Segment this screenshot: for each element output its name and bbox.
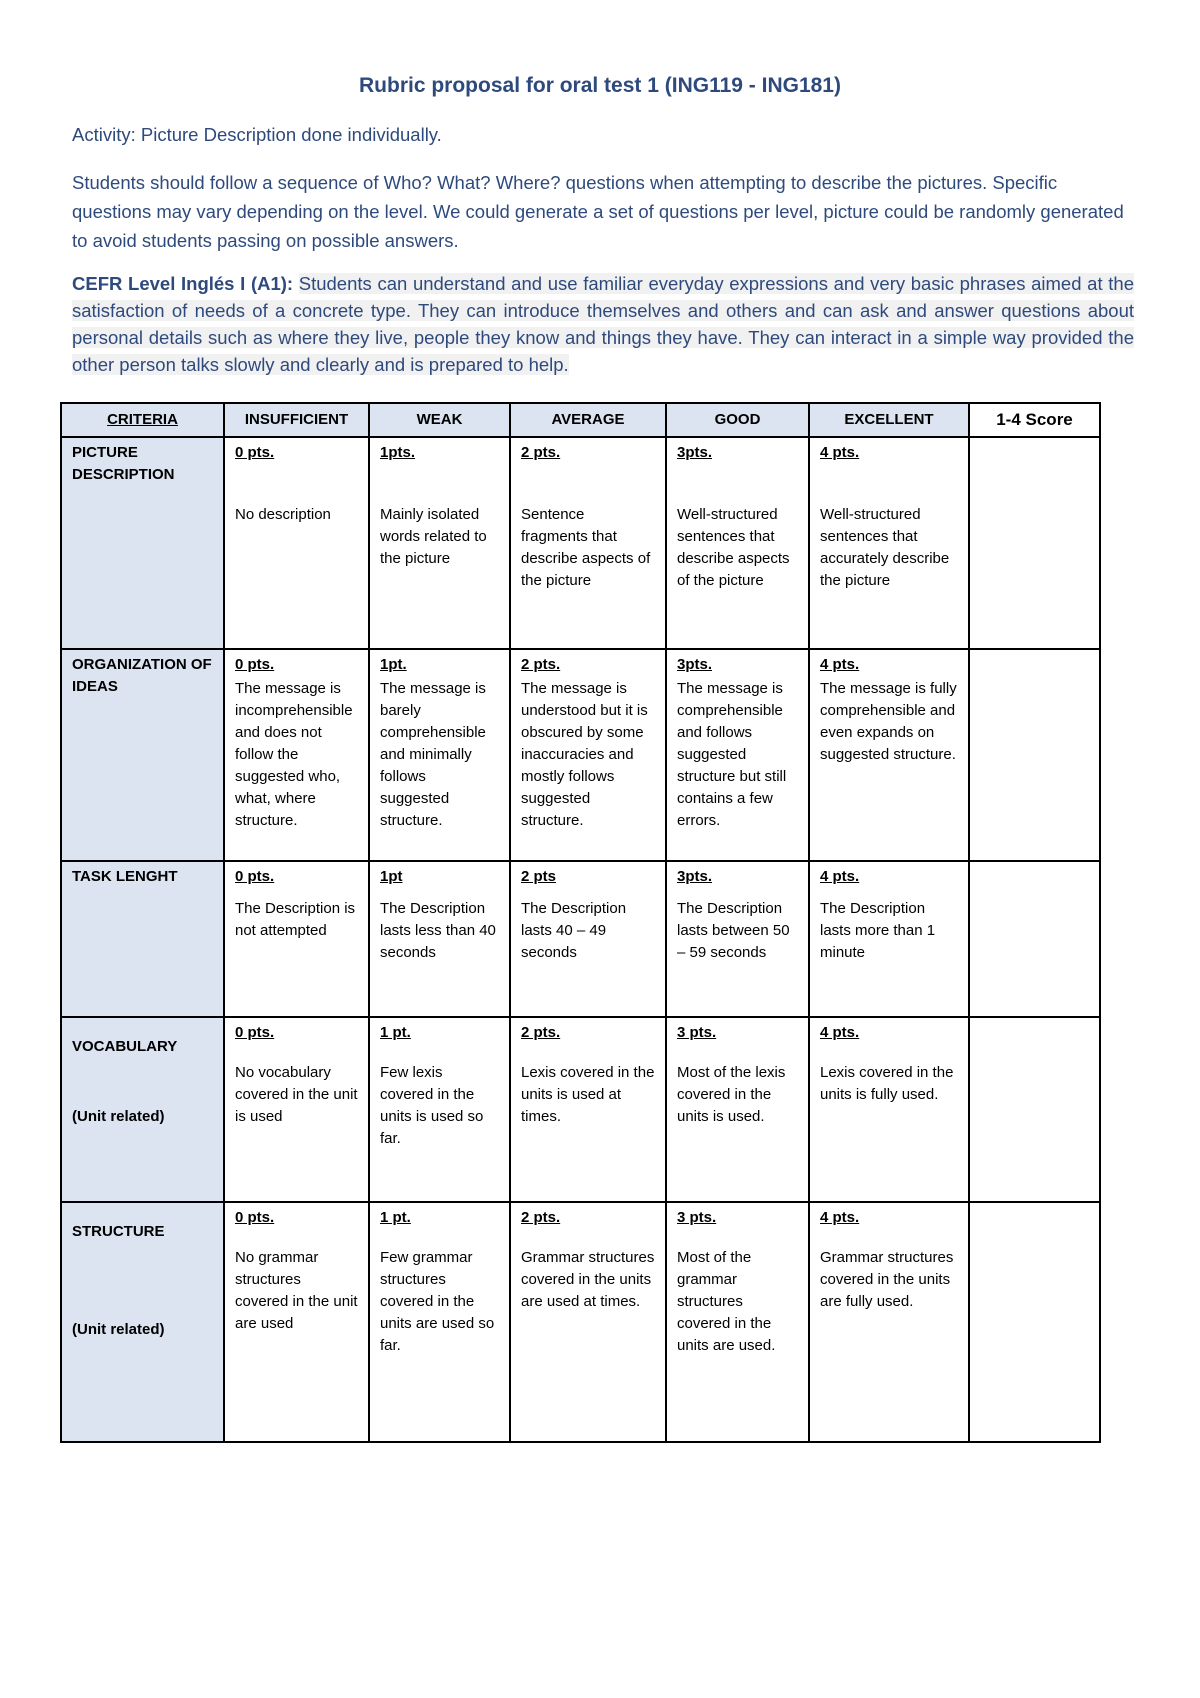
criteria-cell bbox=[61, 649, 224, 861]
header-insufficient: INSUFFICIENT bbox=[224, 403, 369, 437]
rubric-cell bbox=[224, 1017, 369, 1202]
cefr-description bbox=[72, 270, 1134, 378]
rubric-row bbox=[61, 1202, 1100, 1442]
points-label: 1 pt. bbox=[380, 1209, 411, 1226]
criteria-cell bbox=[61, 1202, 224, 1442]
descriptor-text: The Description lasts more than 1 minute bbox=[820, 900, 936, 961]
descriptor-text: The message is incomprehensible and does not follow the suggested who, what, where structure. bbox=[235, 680, 353, 829]
score-cell[interactable] bbox=[969, 437, 1100, 649]
descriptor-text: Grammar structures covered in the units are fully used. bbox=[820, 1249, 954, 1310]
rubric-cell bbox=[666, 649, 809, 861]
descriptor-text: Lexis covered in the units is used at times. bbox=[521, 1064, 655, 1125]
rubric-cell bbox=[369, 861, 510, 1017]
points-label: 3pts. bbox=[677, 656, 713, 673]
header-good: GOOD bbox=[666, 403, 809, 437]
points-label: 0 pts. bbox=[235, 1024, 275, 1041]
rubric-cell bbox=[369, 1202, 510, 1442]
criteria-sublabel: (Unit related) bbox=[72, 1108, 165, 1125]
activity-text: Activity: Picture Description done individually. bbox=[72, 124, 442, 145]
descriptor-text: The Description is not attempted bbox=[235, 900, 356, 939]
points-label: 3 pts. bbox=[677, 1024, 717, 1041]
points-label: 0 pts. bbox=[235, 868, 275, 885]
score-cell[interactable] bbox=[969, 861, 1100, 1017]
score-cell[interactable] bbox=[969, 1017, 1100, 1202]
rubric-cell bbox=[510, 1202, 666, 1442]
points-label: 3 pts. bbox=[677, 1209, 717, 1226]
descriptor-text: The message is fully comprehensible and even expands on suggested structure. bbox=[820, 680, 957, 763]
rubric-cell bbox=[666, 1202, 809, 1442]
points-label: 2 pts bbox=[521, 868, 557, 885]
criteria-label: VOCABULARY bbox=[72, 1038, 178, 1055]
descriptor-text: Grammar structures covered in the units are used at times. bbox=[521, 1249, 655, 1310]
rubric-cell bbox=[224, 649, 369, 861]
descriptor-text: Most of the grammar structures covered in the units are used. bbox=[677, 1249, 776, 1354]
points-label: 0 pts. bbox=[235, 656, 275, 673]
descriptor-text: The Description lasts 40 – 49 seconds bbox=[521, 900, 627, 961]
rubric-cell bbox=[224, 861, 369, 1017]
page-title: Rubric proposal for oral test 1 (ING119 - ING181) bbox=[359, 74, 841, 97]
points-label: 1pts. bbox=[380, 444, 416, 461]
rubric-cell bbox=[809, 1202, 969, 1442]
rubric-cell bbox=[369, 437, 510, 649]
descriptor-text: Most of the lexis covered in the units is used. bbox=[677, 1064, 786, 1125]
rubric-cell bbox=[809, 861, 969, 1017]
criteria-cell bbox=[61, 1017, 224, 1202]
descriptor-text: No description bbox=[235, 506, 331, 523]
points-label: 3pts. bbox=[677, 868, 713, 885]
descriptor-text: The message is understood but it is obscured by some inaccuracies and mostly follows suggested structure. bbox=[521, 680, 648, 829]
points-label: 4 pts. bbox=[820, 656, 860, 673]
rubric-cell bbox=[510, 1017, 666, 1202]
descriptor-text: No grammar structures covered in the unit are used bbox=[235, 1249, 358, 1332]
descriptor-text: The Description lasts between 50 – 59 seconds bbox=[677, 900, 790, 961]
rubric-row bbox=[61, 861, 1100, 1017]
rubric-row bbox=[61, 1017, 1100, 1202]
points-label: 4 pts. bbox=[820, 1209, 860, 1226]
rubric-cell bbox=[510, 437, 666, 649]
rubric-row bbox=[61, 649, 1100, 861]
rubric-cell bbox=[666, 1017, 809, 1202]
descriptor-text: Mainly isolated words related to the picture bbox=[380, 506, 487, 567]
points-label: 4 pts. bbox=[820, 444, 860, 461]
criteria-cell bbox=[61, 437, 224, 649]
descriptor-text: The Description lasts less than 40 seconds bbox=[380, 900, 496, 961]
rubric-cell bbox=[809, 1017, 969, 1202]
header-excellent: EXCELLENT bbox=[809, 403, 969, 437]
rubric-cell bbox=[666, 861, 809, 1017]
rubric-table bbox=[60, 402, 1101, 1443]
points-label: 2 pts. bbox=[521, 656, 561, 673]
cefr-level-text: Students can understand and use familiar everyday expressions and very basic phrases aimed at the satisfaction of needs of a concrete type. They can introduce themselves and others and can ask and answer questions about personal details such as where they live, people they know and things they have. They can interact in a simple way provided the other person talks slowly and clearly and is prepared to help. bbox=[72, 273, 1134, 375]
descriptor-text: Sentence fragments that describe aspects of the picture bbox=[521, 506, 651, 589]
descriptor-text: Lexis covered in the units is fully used. bbox=[820, 1064, 954, 1103]
criteria-label: TASK LENGHT bbox=[72, 868, 178, 885]
criteria-label: ORGANIZATION OF IDEAS bbox=[72, 656, 212, 695]
points-label: 0 pts. bbox=[235, 1209, 275, 1226]
students-instructions: Students should follow a sequence of Who? What? Where? questions when attempting to describe the pictures. Specific questions may vary depending on the level. We could generate a set of questions per level, picture could be randomly generated to avoid students passing on possible answers. bbox=[72, 172, 1124, 251]
points-label: 2 pts. bbox=[521, 1024, 561, 1041]
points-label: 1pt bbox=[380, 868, 403, 885]
rubric-cell bbox=[510, 649, 666, 861]
criteria-label: STRUCTURE bbox=[72, 1223, 165, 1240]
header-weak: WEAK bbox=[369, 403, 510, 437]
points-label: 2 pts. bbox=[521, 1209, 561, 1226]
rubric-cell bbox=[510, 861, 666, 1017]
descriptor-text: The message is comprehensible and follows suggested structure but still contains a few errors. bbox=[677, 680, 787, 829]
points-label: 3pts. bbox=[677, 444, 713, 461]
points-label: 2 pts. bbox=[521, 444, 561, 461]
rubric-cell bbox=[224, 437, 369, 649]
rubric-cell bbox=[369, 649, 510, 861]
descriptor-text: Well-structured sentences that accurately describe the picture bbox=[820, 506, 950, 589]
criteria-cell bbox=[61, 861, 224, 1017]
points-label: 0 pts. bbox=[235, 444, 275, 461]
descriptor-text: Few lexis covered in the units is used so far. bbox=[380, 1064, 484, 1147]
cefr-level-label: CEFR Level Inglés I (A1): bbox=[72, 273, 294, 294]
criteria-sublabel: (Unit related) bbox=[72, 1321, 165, 1338]
points-label: 4 pts. bbox=[820, 868, 860, 885]
rubric-cell bbox=[224, 1202, 369, 1442]
header-score: 1-4 Score bbox=[969, 403, 1100, 437]
rubric-cell bbox=[809, 649, 969, 861]
score-cell[interactable] bbox=[969, 649, 1100, 861]
criteria-label: PICTURE DESCRIPTION bbox=[72, 444, 175, 483]
points-label: 4 pts. bbox=[820, 1024, 860, 1041]
header-criteria: CRITERIA bbox=[61, 403, 224, 437]
score-cell[interactable] bbox=[969, 1202, 1100, 1442]
rubric-cell bbox=[369, 1017, 510, 1202]
points-label: 1pt. bbox=[380, 656, 407, 673]
header-average: AVERAGE bbox=[510, 403, 666, 437]
descriptor-text: Few grammar structures covered in the units are used so far. bbox=[380, 1249, 495, 1354]
rubric-cell bbox=[666, 437, 809, 649]
descriptor-text: The message is barely comprehensible and minimally follows suggested structure. bbox=[380, 680, 486, 829]
descriptor-text: Well-structured sentences that describe aspects of the picture bbox=[677, 506, 790, 589]
rubric-cell bbox=[809, 437, 969, 649]
descriptor-text: No vocabulary covered in the unit is used bbox=[235, 1064, 358, 1125]
rubric-header-row bbox=[61, 403, 1100, 437]
rubric-row bbox=[61, 437, 1100, 649]
points-label: 1 pt. bbox=[380, 1024, 411, 1041]
